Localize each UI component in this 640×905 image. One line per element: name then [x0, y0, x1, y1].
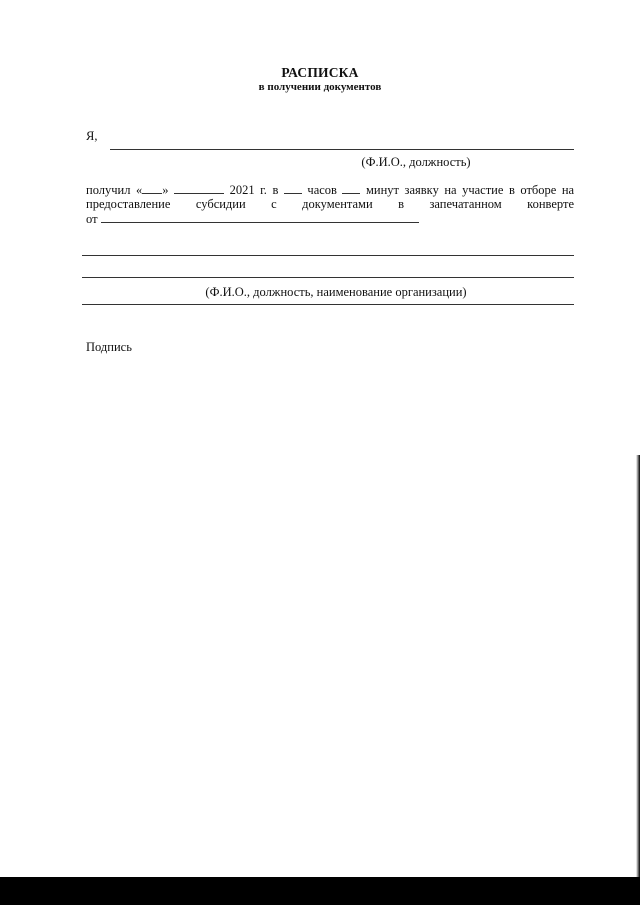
scan-edge-shadow [636, 455, 640, 877]
year-label: 2021 г. в [229, 183, 279, 197]
word: запечатанном [429, 197, 502, 211]
day-blank [142, 182, 162, 194]
minutes-blank [342, 182, 360, 194]
hours-label: часов [307, 183, 337, 197]
minutes-text: минут заявку на участие в отборе на [366, 183, 575, 197]
hours-blank [284, 182, 302, 194]
word: предоставление [86, 197, 171, 211]
receipt-line-3 [86, 211, 574, 226]
word: субсидии [195, 197, 246, 211]
fio-caption: (Ф.И.О., должность) [361, 155, 471, 169]
from-label: от [86, 212, 98, 226]
word: документами [302, 197, 373, 211]
signature-label: Подпись [86, 340, 132, 354]
quote-close: » [162, 183, 169, 197]
org-line-3 [82, 304, 574, 305]
receipt-line-1 [86, 182, 574, 197]
receipt-body [86, 182, 574, 226]
fio-line [110, 149, 574, 150]
received-label: получил « [86, 183, 143, 197]
document-title: РАСПИСКА [281, 65, 359, 80]
ya-label: Я, [86, 129, 98, 143]
document-subtitle: в получении документов [258, 81, 382, 93]
receipt-line-2 [86, 197, 574, 211]
from-blank [101, 211, 419, 223]
month-blank [174, 182, 224, 194]
word: с [271, 197, 277, 211]
org-line-1 [82, 255, 574, 256]
word: в [398, 197, 405, 211]
org-caption: (Ф.И.О., должность, наименование организации) [205, 285, 467, 299]
scan-bottom-border [0, 877, 640, 905]
word: конверте [527, 197, 575, 211]
org-line-2 [82, 277, 574, 278]
